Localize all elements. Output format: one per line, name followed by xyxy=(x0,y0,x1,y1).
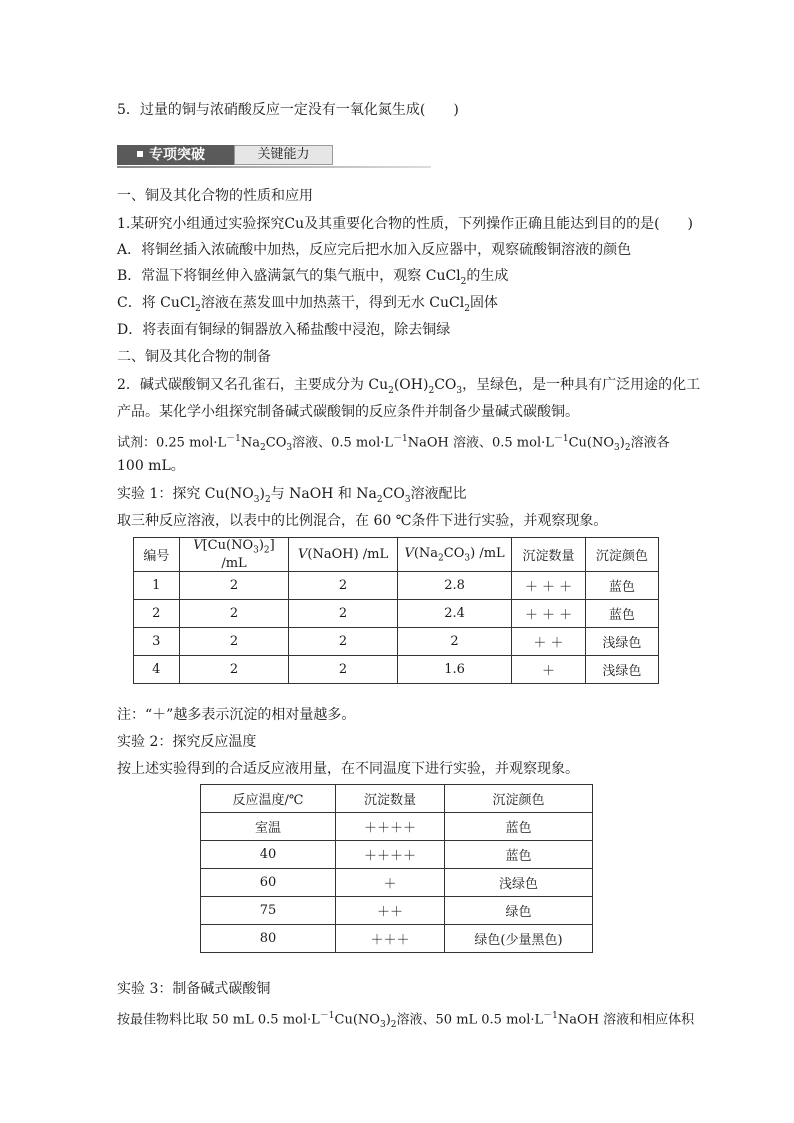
th-amount: 沉淀数量 xyxy=(336,785,445,813)
section-banner xyxy=(117,143,431,165)
question-2-line-1: 2．碱式碳酸铜又名孔雀石，主要成分为 $Cu_2(OH)_2CO_3$，呈绿色，是一种具有广泛用途的化工 xyxy=(117,377,701,396)
section-1-heading: 一、铜及其化合物的性质和应用 xyxy=(117,188,313,204)
table-row: 75 ＋＋ 绿色 xyxy=(201,897,593,925)
experiment-1-desc: 取三种反应溶液，以表中的比例混合，在 60 ℃条件下进行实验，并观察现象。 xyxy=(117,513,608,529)
experiment-1-title: 实验 1：探究 $Cu(NO_3)_2$与 NaOH 和 $Na_2CO_3$溶液配比 xyxy=(117,486,467,505)
th-naoh: V(NaOH) /mL xyxy=(289,538,397,572)
experiment-3-desc: 按最佳物料比取 50 mL 0.5 $mol\cdot L^{-1}Cu(NO_3)_2$溶液、50 mL 0.5 $mol\cdot L^{-1}NaOH$ 溶液和相应体积 xyxy=(117,1011,695,1030)
experiment-3-title: 实验 3：制备碱式碳酸铜 xyxy=(117,981,271,997)
banner-dark-label: 专项突破 xyxy=(149,147,205,163)
table-ratio xyxy=(133,537,659,684)
table-row: 3 2 2 2 ＋ ＋ 浅绿色 xyxy=(134,627,659,655)
th-amount: 沉淀数量 xyxy=(512,538,585,572)
option-d: D．将表面有铜绿的铜器放入稀盐酸中浸泡，除去铜绿 xyxy=(117,322,451,338)
table-row: 4 2 2 1.6 ＋ 浅绿色 xyxy=(134,655,659,683)
th-number: 编号 xyxy=(134,538,180,572)
option-c: C．将 CuCl$_2$溶液在蒸发皿中加热蒸干，得到无水 CuCl$_2$固体 xyxy=(117,295,498,314)
square-icon xyxy=(137,151,143,157)
option-b: B．常温下将铜丝伸入盛满氯气的集气瓶中，观察 CuCl$_2$的生成 xyxy=(117,268,509,287)
table-row: 40 ＋＋＋＋ 蓝色 xyxy=(201,841,593,869)
experiment-2-title: 实验 2：探究反应温度 xyxy=(117,734,257,750)
section-2-heading: 二、铜及其化合物的制备 xyxy=(117,349,271,365)
reagents-line-2: 100 mL。 xyxy=(117,458,185,474)
th-color: 沉淀颜色 xyxy=(585,538,658,572)
table-row: 1 2 2 2.8 ＋ ＋ ＋ 蓝色 xyxy=(134,571,659,599)
banner-light-tab: 关键能力 xyxy=(234,145,333,165)
table-row: 80 ＋＋＋ 绿色(少量黑色) xyxy=(201,925,593,953)
question-5: 5．过量的铜与浓硝酸反应一定没有一氧化氮生成( ) xyxy=(117,102,459,118)
question-2-line-2: 产品。某化学小组探究制备碱式碳酸铜的反应条件并制备少量碱式碳酸铜。 xyxy=(117,404,579,420)
reagents-line: 试剂：0.25 $mol\cdot L^{-1}Na_2CO_3$溶液、0.5 $mol\cdot L^{-1}NaOH$ 溶液、0.5 $mol\cdot L^{-1}Cu(NO_3)_2$溶液各 xyxy=(117,434,670,453)
table-row: 2 2 2 2.4 ＋ ＋ ＋ 蓝色 xyxy=(134,599,659,627)
table-temperature xyxy=(200,784,593,953)
table-header-row xyxy=(201,785,593,813)
th-temp: 反应温度/℃ xyxy=(201,785,336,813)
experiment-2-desc: 按上述实验得到的合适反应液用量，在不同温度下进行实验，并观察现象。 xyxy=(117,761,579,777)
table-header-row xyxy=(134,538,659,572)
th-na2co3: $V(Na_2CO_3)$ /mL xyxy=(397,538,512,572)
table-row: 60 ＋ 浅绿色 xyxy=(201,869,593,897)
question-1-stem: 1.某研究小组通过实验探究Cu及其重要化合物的性质，下列操作正确且能达到目的的是( ) xyxy=(117,216,694,232)
table-row: 室温 ＋＋＋＋ 蓝色 xyxy=(201,813,593,841)
option-a: A．将铜丝插入浓硫酸中加热，反应完后把水加入反应器中，观察硫酸铜溶液的颜色 xyxy=(117,242,632,258)
th-cu: $V[Cu(NO_3)_2]$ /mL xyxy=(179,538,289,572)
note: 注：“＋”越多表示沉淀的相对量越多。 xyxy=(117,707,356,723)
banner-underline xyxy=(117,166,431,168)
th-color: 沉淀颜色 xyxy=(445,785,593,813)
banner-dark-tab xyxy=(117,145,234,165)
